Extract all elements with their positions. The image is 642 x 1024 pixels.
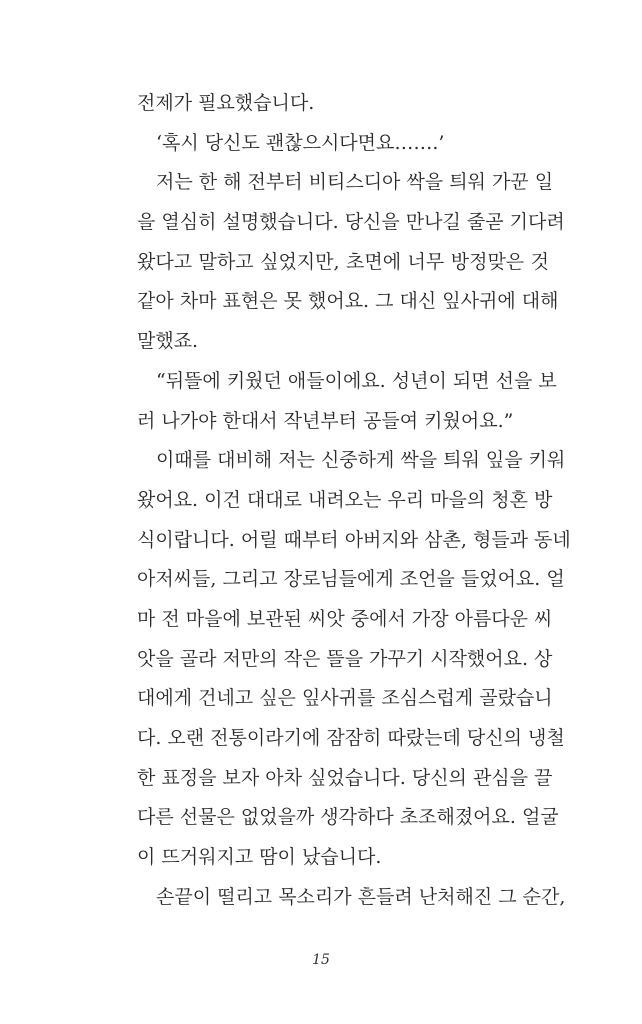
text-line: 을 열심히 설명했습니다. 당신을 만나길 줄곧 기다려 [137,211,565,234]
text-line: 이때를 대비해 저는 신중하게 싹을 틔워 잎을 키워 [156,449,566,472]
text-line: 같아 차마 표현은 못 했어요. 그 대신 잎사귀에 대해 [137,290,559,313]
text-line: ‘혹시 당신도 괜찮으시다면요…….’ [156,131,445,154]
text-line: 왔다고 말하고 싶었지만, 초면에 너무 방정맞은 것 [137,250,549,273]
text-line: 한 표정을 보자 아차 싶었습니다. 당신의 관심을 끌 [137,766,553,789]
text-line: 식이랍니다. 어릴 때부터 아버지와 삼촌, 형들과 동네 [137,528,571,551]
text-line: 앗을 골라 저만의 작은 뜰을 가꾸기 시작했어요. 상 [137,647,553,670]
text-line: 손끝이 떨리고 목소리가 흔들려 난처해진 그 순간, [156,885,566,908]
text-line: “뒤뜰에 키웠던 애들이에요. 성년이 되면 선을 보 [156,369,557,392]
body-text [137,84,571,917]
text-line: 다. 오랜 전통이라기에 잠잠히 따랐는데 당신의 냉철 [137,727,565,749]
text-line: 전제가 필요했습니다. [137,92,315,114]
text-line: 저는 한 해 전부터 비티스디아 싹을 틔워 가꾼 일 [156,171,554,194]
text-line: 마 전 마을에 보관된 씨앗 중에서 가장 아름다운 씨 [137,607,553,630]
text-line: 러 나가야 한대서 작년부터 공들여 키웠어요.” [137,409,514,432]
text-line: 말했죠. [137,330,199,353]
text-line: 이 뜨거워지고 땀이 났습니다. [137,846,382,869]
page-number: 15 [312,952,330,968]
text-line: 대에게 건네고 싶은 잎사귀를 조심스럽게 골랐습니 [137,687,553,710]
text-line: 아저씨들, 그리고 장로님들에게 조언을 들었어요. 얼 [137,568,565,591]
text-line: 왔어요. 이건 대대로 내려오는 우리 마을의 청혼 방 [137,488,553,511]
text-line: 다른 선물은 없었을까 생각하다 초조해졌어요. 얼굴 [137,806,559,829]
